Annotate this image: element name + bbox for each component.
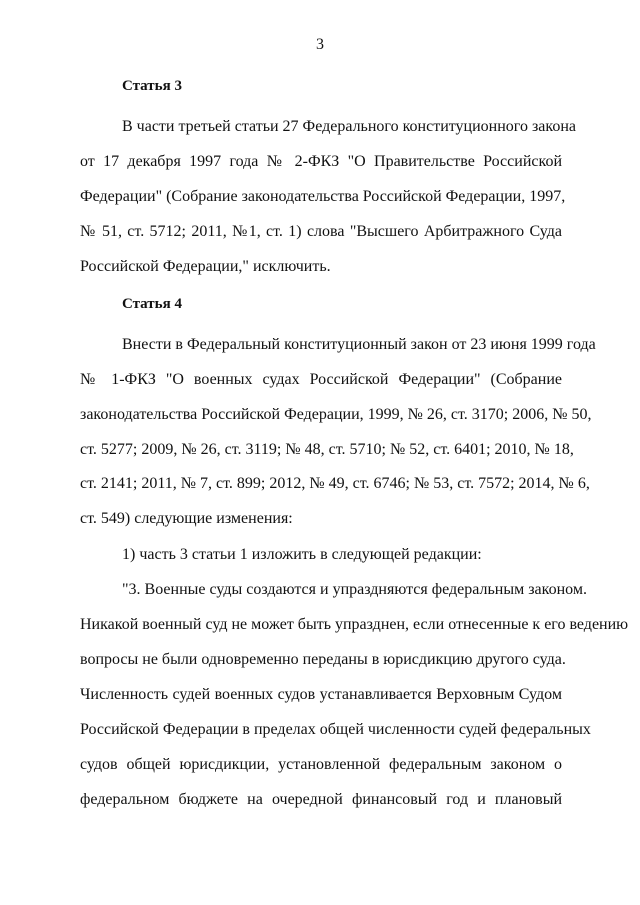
text-line: № 51, ст. 5712; 2011, №1, ст. 1) слова "Высшего Арбитражного Суда [80,223,562,240]
text-line: федеральном бюджете на очередной финансовый год и плановый [80,791,562,808]
text-line: Численность судей военных судов устанавливается Верховным Судом [80,686,562,703]
text-line: В части третьей статьи 27 Федерального конституционного закона [122,118,576,135]
text-line: № 1-ФКЗ "О военных судах Российской Федерации" (Собрание [80,371,562,388]
list-item-1: 1) часть 3 статьи 1 изложить в следующей редакции: [122,546,482,563]
text-line: ст. 2141; 2011, № 7, ст. 899; 2012, № 49, ст. 6746; № 53, ст. 7572; 2014, № 6, [80,475,590,492]
article-4-heading: Статья 4 [122,296,182,312]
text-line: Российской Федерации в пределах общей численности судей федеральных [80,721,591,738]
text-line: ст. 5277; 2009, № 26, ст. 3119; № 48, ст. 5710; № 52, ст. 6401; 2010, № 18, [80,441,574,458]
text-line: от 17 декабря 1997 года № 2-ФКЗ "О Правительстве Российской [80,153,562,170]
text-line: законодательства Российской Федерации, 1999, № 26, ст. 3170; 2006, № 50, [80,406,592,423]
page-number: 3 [316,36,324,53]
text-line: судов общей юрисдикции, установленной федеральным законом о [80,756,562,773]
text-line: вопросы не были одновременно переданы в юрисдикцию другого суда. [80,651,566,668]
text-line: "3. Военные суды создаются и упраздняются федеральным законом. [122,581,587,598]
text-line: ст. 549) следующие изменения: [80,510,293,527]
text-line: Российской Федерации," исключить. [80,258,331,275]
text-line: Никакой военный суд не может быть упразднен, если отнесенные к его ведению [80,616,629,633]
text-line: Федерации" (Собрание законодательства Российской Федерации, 1997, [80,188,566,205]
article-3-heading: Статья 3 [122,78,182,94]
text-line: Внести в Федеральный конституционный закон от 23 июня 1999 года [122,336,596,353]
